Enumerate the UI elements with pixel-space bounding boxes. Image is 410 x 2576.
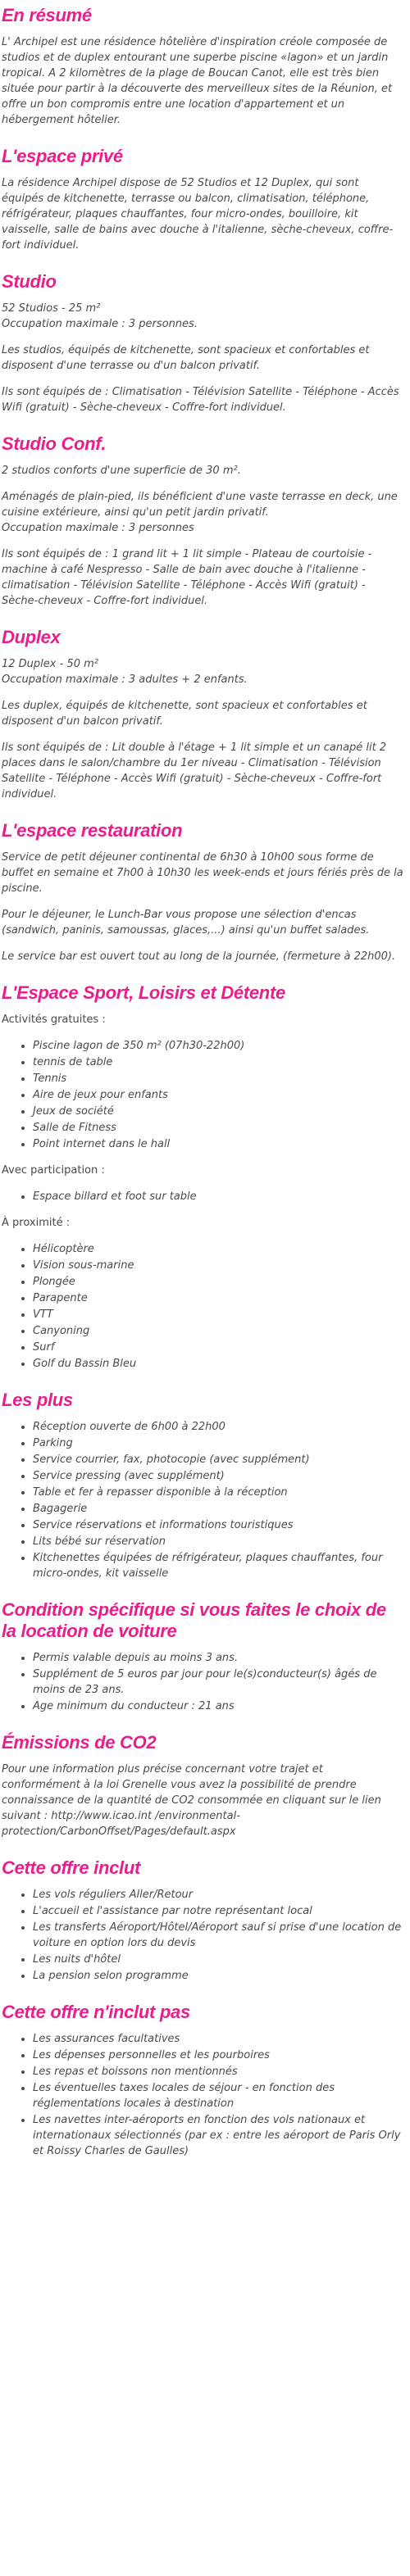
duplex-summary [2,656,403,687]
gratuites-label: Activités gratuites : [2,1014,106,1026]
proximite-list [2,1241,403,1372]
duplex-equipment: Ils sont équipés de : Lit double à l'étage + 1 lit simple et un canapé lit 2 places dans le salon/chambre du 1er niveau - Climatisation - Télévision Satellite - Téléphone - Accès Wifi (gratuit) - Sèche-cheveux - Coffre-fort individuel. [2,742,387,800]
inclut-heading: Cette offre inclut [2,1857,140,1878]
plus-item: • Lits bébé sur réservation [33,1534,403,1549]
condition-item: • Permis valable depuis au moins 3 ans. [33,1650,403,1666]
plus-item: • Service courrier, fax, photocopie (avec supplément) [33,1452,403,1467]
studio-conf-layout: Aménagés de plain-pied, ils bénéficient d'une vaste terrasse en deck, une cuisine extérieure, ainsi qu'un petit jardin privatif. [2,491,398,519]
gratuites-item: • Point internet dans le hall [33,1136,403,1152]
resume-text: L' Archipel est une résidence hôtelière d'inspiration créole composée de studios et de duplex entourant une superbe piscine «lagon» et un jardin tropical. A 2 kilomètres de la plage de Boucan Canot, elle est très bien située pour partir à la découverte des merveilleux sites de la Réunion, et offre un bon compromis entre une location d'appartement et un hébergement hôtelier. [2,36,393,126]
inclut-item: • Les transferts Aéroport/Hôtel/Aéroport sauf si prise d'une location de voiture en option lors du devis [33,1920,403,1951]
studio-size: 52 Studios - 25 m² [2,302,101,315]
ninclut-item: • Les repas et boissons non mentionnés [33,2064,403,2079]
inclut-list [2,1887,403,1984]
gratuites-item: • Piscine lagon de 350 m² (07h30-22h00) [33,1038,403,1054]
studio-summary [2,301,403,332]
restauration-heading: L'espace restauration [2,820,183,841]
proximite-item: • Hélicoptère [33,1241,403,1257]
studio-heading: Studio [2,271,57,292]
condition-item: • Age minimum du conducteur : 21 ans [33,1698,403,1714]
plus-item: • Service réservations et informations touristiques [33,1517,403,1533]
studio-conf-heading: Studio Conf. [2,433,107,454]
participation-label: Avec participation : [2,1164,105,1177]
duplex-size: 12 Duplex - 50 m² [2,658,98,670]
inclut-item: • Les nuits d'hôtel [33,1952,403,1967]
gratuites-item: • Salle de Fitness [33,1120,403,1136]
plus-item: • Réception ouverte de 6h00 à 22h00 [33,1419,403,1435]
proximite-item: • Golf du Bassin Bleu [33,1356,403,1372]
gratuites-item: • Jeux de société [33,1104,403,1119]
plus-item: • Kitchenettes équipées de réfrigérateur, plaques chauffantes, four micro-ondes, kit vaisselle [33,1550,403,1581]
ninclut-heading: Cette offre n'inclut pas [2,2002,190,2022]
co2-heading: Émissions de CO2 [2,1732,157,1753]
inclut-item: • L'accueil et l'assistance par notre représentant local [33,1903,403,1919]
plus-item: • Bagagerie [33,1501,403,1517]
ninclut-list [2,2031,403,2159]
restauration-bar: Le service bar est ouvert tout au long de la journée, (fermeture à 22h00). [2,950,396,963]
condition-heading: Condition spécifique si vous faites le choix de la location de voiture [2,1599,386,1641]
condition-item: • Supplément de 5 euros par jour pour le(s)conducteur(s) âgés de moins de 23 ans. [33,1667,403,1698]
gratuites-list [2,1038,403,1152]
proximite-item: • Parapente [33,1290,403,1306]
restauration-lunch: Pour le déjeuner, le Lunch-Bar vous propose une sélection d'encas (sandwich, paninis, samoussas, glaces,...) ainsi qu'un buffet salades. [2,909,370,937]
plus-item: • Table et fer à repasser disponible à la réception [33,1485,403,1500]
proximite-item: • Plongée [33,1274,403,1290]
gratuites-item: • Aire de jeux pour enfants [33,1087,403,1103]
espace-prive-heading: L'espace privé [2,146,123,166]
duplex-occupancy: Occupation maximale : 3 adultes + 2 enfants. [2,673,248,686]
participation-list [2,1189,403,1204]
studio-description: Les studios, équipés de kitchenette, sont spacieux et confortables et disposent d'une terrasse ou d'un balcon privatif. [2,344,370,372]
gratuites-item: • tennis de table [33,1054,403,1070]
inclut-item: • La pension selon programme [33,1968,403,1984]
ninclut-item: • Les navettes inter-aéroports en fonction des vols nationaux et internationaux sélectionnés (par ex : entre les aéroport de Paris Orly et Roissy Charles de Gaulles) [33,2112,403,2159]
ninclut-item: • Les éventuelles taxes locales de séjour - en fonction des réglementations locales à destination [33,2080,403,2111]
ninclut-item: • Les dépenses personnelles et les pourboires [33,2048,403,2063]
studio-equipment: Ils sont équipés de : Climatisation - Télévision Satellite - Téléphone - Accès Wifi (gratuit) - Sèche-cheveux - Coffre-fort individuel. [2,386,399,414]
co2-text: Pour une information plus précise concernant votre trajet et conformément à la loi Grenelle vous avez la possibilité de prendre connaissance de la quantité de CO2 consommée en cliquant sur le lien suivant : http://www.icao.int /environmental-protection/CarbonOffset/Pages/default.aspx [2,1763,381,1838]
duplex-heading: Duplex [2,627,61,647]
studio-conf-size: 2 studios conforts d'une superficie de 30 m². [2,465,241,477]
duplex-description: Les duplex, équipés de kitchenette, sont spacieux et confortables et disposent d'un balcon privatif. [2,700,367,728]
resume-heading: En résumé [2,5,92,25]
studio-conf-equipment: Ils sont équipés de : 1 grand lit + 1 lit simple - Plateau de courtoisie - machine à café Nespresso - Salle de bain avec douche à l'italienne - climatisation - Télévision Satellite - Téléphone - Accès Wifi (gratuit) - Sèche-cheveux - Coffre-fort individuel. [2,548,372,607]
plus-heading: Les plus [2,1390,73,1410]
proximite-item: • VTT [33,1307,403,1322]
studio-conf-occupancy: Occupation maximale : 3 personnes [2,522,194,534]
proximite-item: • Canyoning [33,1323,403,1339]
gratuites-item: • Tennis [33,1071,403,1086]
plus-item: • Parking [33,1435,403,1451]
plus-item: • Service pressing (avec supplément) [33,1468,403,1484]
espace-prive-text: La résidence Archipel dispose de 52 Studios et 12 Duplex, qui sont équipés de kitchenette, terrasse ou balcon, climatisation, téléphone, réfrigérateur, plaques chauffantes, four micro-ondes, bouilloire, kit vaisselle, salle de bains avec douche à l'italienne, sèche-cheveux, coffre-fort individuel. [2,177,394,252]
inclut-item: • Les vols réguliers Aller/Retour [33,1887,403,1903]
proximite-label: À proximité : [2,1217,71,1229]
participation-item: • Espace billard et foot sur table [33,1189,403,1204]
plus-list [2,1419,403,1581]
sport-heading: L'Espace Sport, Loisirs et Détente [2,982,285,1003]
proximite-item: • Surf [33,1340,403,1355]
studio-occupancy: Occupation maximale : 3 personnes. [2,318,198,330]
proximite-item: • Vision sous-marine [33,1258,403,1273]
condition-list [2,1650,403,1714]
ninclut-item: • Les assurances facultatives [33,2031,403,2047]
studio-conf-description [2,489,403,536]
restauration-breakfast: Service de petit déjeuner continental de 6h30 à 10h00 sous forme de buffet en semaine et 7h00 à 10h30 les week-ends et jours fériés près de la piscine. [2,851,403,895]
